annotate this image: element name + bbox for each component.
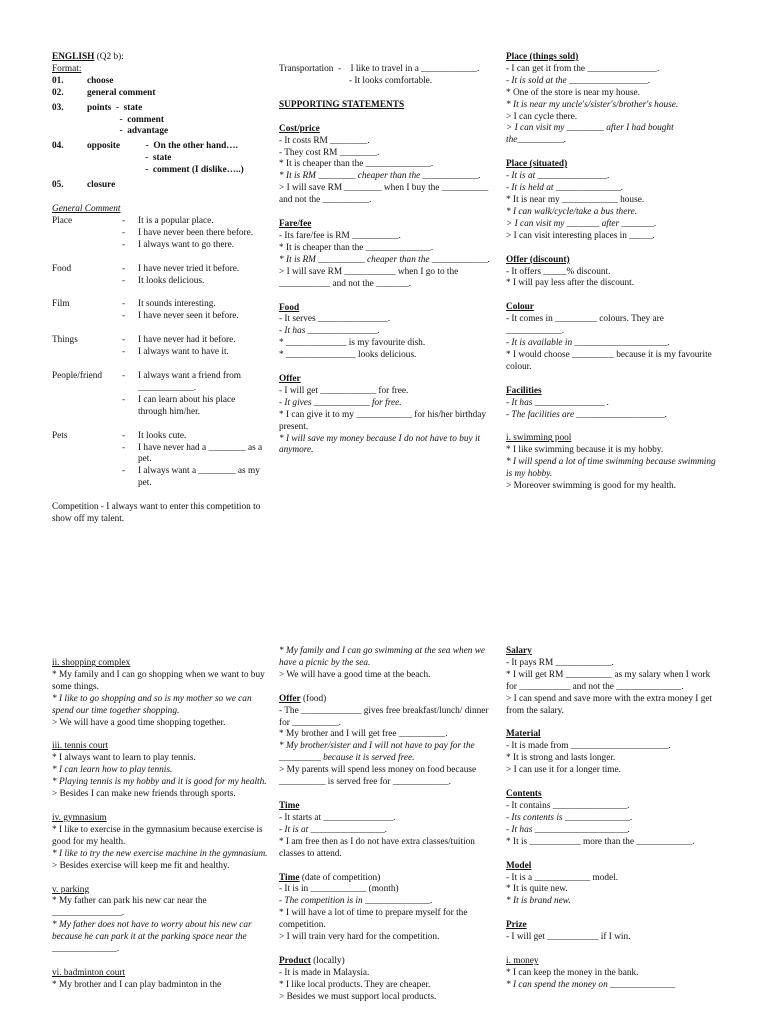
- text-line: * It is RM __________ cheaper than the ____________.: [279, 254, 490, 265]
- place-situated-heading: Place (situated): [506, 159, 568, 170]
- dash: -: [122, 335, 126, 346]
- text-line: > I can use it for a longer time.: [506, 765, 621, 776]
- text-line: * I will save my money because I do not have to buy it anymore.: [279, 433, 481, 456]
- dash: -: [122, 371, 126, 382]
- comment-text: I always want a friend from ____________.: [138, 371, 242, 393]
- format-row: [52, 103, 266, 115]
- dash: -: [122, 227, 126, 238]
- text-line: - It contains ________________.: [506, 800, 630, 811]
- text-line: - Its contents is ______________.: [506, 812, 633, 823]
- format-text: - comment (I dislike…..): [87, 165, 244, 176]
- food-heading: Food: [279, 302, 300, 313]
- competition-comment: Competition - I always want to enter this competition to show off my talent.: [52, 502, 261, 525]
- text-line: - The facilities are ___________________.: [506, 409, 668, 420]
- dash: -: [122, 275, 126, 286]
- text-line: * It is RM ________ cheaper than the ____________.: [279, 171, 481, 182]
- format-number: 02.: [52, 87, 64, 98]
- dash: -: [122, 394, 126, 405]
- comment-text: I can learn about his place through him/her.: [138, 394, 236, 417]
- text-line: * I like to try the new exercise machine in the gymnasium.: [52, 848, 268, 859]
- format-row: [52, 88, 266, 100]
- salary-list: [506, 658, 722, 718]
- format-text: general comment: [87, 87, 156, 98]
- time-competition-heading-line: [279, 873, 495, 885]
- text-line: > Besides we must support local products.: [279, 991, 437, 1002]
- transport-line-2: - It looks comfortable.: [349, 75, 433, 86]
- format-list: [52, 76, 266, 192]
- comment-text: I have never been there before.: [138, 227, 254, 238]
- comment-text: I have never had a ________ as a pet.: [138, 442, 263, 465]
- fare-list: [279, 231, 495, 291]
- format-number: 05.: [52, 180, 64, 191]
- product-heading: Product: [279, 955, 311, 966]
- text-line: * It is ___________ more than the ____________.: [506, 836, 695, 847]
- time-list: [279, 813, 495, 861]
- text-line: - They cost RM ________.: [279, 147, 380, 158]
- comment-label: Food: [52, 263, 72, 274]
- comment-row: [52, 228, 266, 240]
- text-line: * It is near my ____________ house.: [506, 194, 645, 205]
- money-list: [506, 968, 722, 992]
- comment-label: [52, 240, 122, 252]
- dash: -: [122, 347, 126, 358]
- text-line: * My father can park his new car near the _______________.: [52, 896, 207, 919]
- format-number: [52, 115, 87, 127]
- comment-row: [52, 335, 266, 347]
- format-row: [52, 180, 266, 192]
- text-line: > I can visit my ________ after I had bought the__________.: [506, 123, 674, 146]
- text-line: - It gives ____________ for free.: [279, 397, 402, 408]
- text-line: * I can keep the money in the bank.: [506, 967, 639, 978]
- text-line: * It is quite new.: [506, 884, 568, 895]
- salary-heading: Salary: [506, 646, 532, 656]
- facility-label: v. parking: [52, 884, 90, 895]
- dash: -: [122, 430, 126, 441]
- facility-items: [52, 658, 268, 992]
- money-label: i. money: [506, 956, 539, 967]
- dash: -: [122, 466, 126, 477]
- offer-food-heading: Offer: [279, 693, 301, 704]
- text-line: - The competition is in ______________.: [279, 896, 433, 907]
- cost-list: [279, 136, 495, 207]
- comment-label: [52, 395, 122, 419]
- offer-food-list: [279, 706, 495, 789]
- comment-text: I always want to have it.: [138, 347, 229, 358]
- contents-heading: Contents: [506, 789, 542, 800]
- text-line: - It is sold at the _________________.: [506, 75, 651, 86]
- text-line: - It serves _______________.: [279, 314, 391, 325]
- text-line: * I like to go shopping and so is my mother so we can spend our time together shopping.: [52, 693, 252, 716]
- comment-label: [52, 466, 122, 490]
- format-row: [52, 76, 266, 88]
- comment-row: [52, 216, 266, 228]
- place-sold-heading: Place (things sold): [506, 52, 579, 62]
- text-line: - It has _______________ .: [506, 397, 610, 408]
- format-text: - comment: [87, 114, 164, 125]
- format-number: 04.: [52, 141, 64, 152]
- text-line: * I will get RM __________ as my salary when I work for ___________ and not the ______________.: [506, 669, 711, 692]
- text-line: - It is available in ____________________.: [506, 338, 670, 349]
- product-heading-line: [279, 956, 495, 968]
- dash: -: [122, 299, 126, 310]
- comment-row: [52, 371, 266, 395]
- text-line: * My brother/sister and I will not have to pay for the _________ because it is served free.: [279, 741, 475, 764]
- column-2: [279, 64, 495, 457]
- comment-text: I always want a ________ as my pet.: [138, 466, 260, 489]
- comment-label: People/friend: [52, 371, 103, 382]
- text-line: * It is cheaper than the ______________.: [279, 242, 434, 253]
- format-number: 03.: [52, 102, 64, 113]
- text-line: * I can walk/cycle/take a bus there.: [506, 206, 638, 217]
- cost-heading: Cost/price: [279, 123, 320, 134]
- text-line: > I can cycle there.: [506, 111, 578, 122]
- time-competition-heading: Time: [279, 872, 300, 883]
- model-heading: Model: [506, 860, 532, 871]
- comment-text: It sounds interesting.: [138, 299, 216, 310]
- facility-label: vi. badminton court: [52, 967, 126, 978]
- text-line: - It has ____________________.: [506, 824, 630, 835]
- text-line: * I can give it to my ____________ for his/her birthday present.: [279, 409, 487, 432]
- text-line: * I always want to learn to play tennis.: [52, 753, 196, 764]
- text-line: - It is a ____________ model.: [506, 872, 619, 883]
- dash: -: [122, 239, 126, 250]
- comment-label: Place: [52, 215, 73, 226]
- comment-row: [52, 240, 266, 252]
- text-line: - It comes in _________ colours. They are ____________.: [506, 314, 664, 337]
- comment-row: [52, 395, 266, 419]
- format-number: [52, 126, 87, 138]
- prize-heading: Prize: [506, 920, 527, 931]
- comment-text: It is a popular place.: [138, 215, 214, 226]
- product-suffix: (locally): [310, 955, 345, 966]
- text-line: * It is cheaper than the ______________.: [279, 159, 434, 170]
- text-line: > I will save RM ___________ when I go to the ___________ and not the _______.: [279, 266, 459, 289]
- comment-row: [52, 311, 266, 323]
- text-line: * I will have a lot of time to prepare myself for the competition.: [279, 908, 468, 931]
- comment-label: Things: [52, 335, 78, 346]
- beach-list: [279, 646, 495, 682]
- format-label: Format:: [52, 63, 82, 74]
- doc-title-line: [52, 52, 266, 64]
- text-line: * Playing tennis is my hobby and it is good for my health.: [52, 777, 267, 788]
- text-line: * My brother and I will get free __________.: [279, 729, 448, 740]
- text-line: - It is at ________________.: [279, 824, 388, 835]
- format-row: [52, 126, 266, 138]
- text-line: * I like to exercise in the gymnasium because exercise is good for my health.: [52, 824, 263, 847]
- facility-label: iv. gymnasium: [52, 812, 107, 823]
- text-line: > Besides I can make new friends through sports.: [52, 789, 236, 800]
- text-line: - It pays RM ____________.: [506, 657, 614, 668]
- comment-label: Pets: [52, 430, 68, 441]
- product-list: [279, 968, 495, 1004]
- dash: -: [122, 311, 126, 322]
- place-situated-list: [506, 171, 722, 242]
- comment-label: Film: [52, 299, 70, 310]
- comment-label: [52, 228, 122, 240]
- offer-food-suffix: (food): [300, 693, 327, 704]
- text-line: * I like swimming because it is my hobby.: [506, 445, 664, 456]
- column-3: [506, 52, 722, 493]
- text-line: - It is in ____________ (month): [279, 884, 399, 895]
- text-line: * It is strong and lasts longer.: [506, 753, 616, 764]
- format-row: [52, 165, 266, 177]
- text-line: > I can spend and save more with the extra money I get from the salary.: [506, 693, 713, 716]
- format-text: closure: [87, 180, 116, 191]
- text-line: - I can get it from the _______________.: [506, 63, 660, 74]
- comment-label: [52, 347, 122, 359]
- dash: -: [122, 263, 126, 274]
- facilities-list: [506, 398, 722, 422]
- text-line: > Moreover swimming is good for my health.: [506, 481, 676, 492]
- format-text: choose: [87, 75, 114, 86]
- time-heading: Time: [279, 800, 300, 811]
- colour-heading: Colour: [506, 302, 534, 313]
- text-line: - It starts at _______________.: [279, 812, 396, 823]
- format-text: points - state: [87, 102, 143, 113]
- text-line: - It is made in Malaysia.: [279, 967, 370, 978]
- time-competition-list: [279, 884, 495, 944]
- offer-food-heading-line: [279, 694, 495, 706]
- column-5: [279, 646, 495, 1004]
- general-comment-heading: General Comment: [52, 203, 121, 214]
- comment-text: I always want to go there.: [138, 239, 235, 250]
- text-line: * I can learn how to play tennis.: [52, 765, 173, 776]
- offer-discount-list: [506, 267, 722, 291]
- comment-text: I have never tried it before.: [138, 263, 240, 274]
- text-line: * I can spend the money on ______________: [506, 979, 676, 990]
- comment-row: [52, 466, 266, 490]
- facility-label: iii. tennis court: [52, 741, 109, 752]
- text-line: * My father does not have to worry about his new car because he can park it at the parking space near the ______________.: [52, 920, 252, 955]
- text-line: * I will spend a lot of time swimming because swimming is my hobby.: [506, 457, 716, 480]
- time-competition-suffix: (date of competition): [299, 872, 381, 883]
- comment-row: [52, 443, 266, 467]
- transport-line-1: Transportation - I like to travel in a ____________.: [279, 64, 480, 74]
- format-text: opposite - On the other hand….: [87, 141, 238, 152]
- text-line: > We will have a good time shopping together.: [52, 717, 226, 728]
- dash: -: [122, 442, 126, 453]
- doc-title-suffix: (Q2 b):: [94, 52, 124, 62]
- contents-list: [506, 801, 722, 849]
- comment-label: [52, 311, 122, 323]
- column-4: [52, 658, 268, 992]
- text-line: - It has _______________.: [279, 326, 380, 337]
- comment-row: [52, 264, 266, 276]
- format-number: 01.: [52, 75, 64, 86]
- comment-label: [52, 276, 122, 288]
- text-line: * I like local products. They are cheaper.: [279, 979, 431, 990]
- offer-list: [279, 386, 495, 457]
- text-line: - It offers _____% discount.: [506, 266, 611, 277]
- prize-list: [506, 932, 722, 944]
- text-line: - It is at _______________.: [506, 171, 610, 182]
- text-line: * _____________ is my favourite dish.: [279, 338, 426, 349]
- general-comment-list: [52, 216, 266, 502]
- text-line: - It costs RM ________.: [279, 135, 370, 146]
- text-line: > We will have a good time at the beach.: [279, 669, 431, 680]
- colour-list: [506, 314, 722, 374]
- text-line: > Besides exercise will keep me fit and healthy.: [52, 860, 230, 871]
- format-row: [52, 115, 266, 127]
- dash: -: [122, 215, 126, 226]
- column-6: [506, 646, 722, 992]
- comment-row: [52, 276, 266, 288]
- comment-text: It looks cute.: [138, 430, 187, 441]
- text-line: - I will get ___________ if I win.: [506, 932, 631, 943]
- text-line: * I will pay less after the discount.: [506, 278, 635, 289]
- offer-heading: Offer: [279, 374, 301, 385]
- text-line: > I can visit interesting places in _____.: [506, 230, 655, 241]
- text-line: - It is made from _____________________.: [506, 741, 671, 752]
- supporting-heading: SUPPORTING STATEMENTS: [279, 99, 405, 110]
- comment-row: [52, 299, 266, 311]
- column-1: [52, 52, 266, 526]
- doc-title: ENGLISH: [52, 52, 95, 62]
- format-number: [52, 165, 87, 177]
- material-heading: Material: [506, 729, 541, 740]
- text-line: > I will train very hard for the competition.: [279, 932, 440, 943]
- text-line: * My brother and I can play badminton in the: [52, 979, 222, 990]
- text-line: * I would choose _________ because it is my favourite colour.: [506, 349, 712, 372]
- facility-label: ii. shopping complex: [52, 658, 131, 668]
- format-row: [52, 141, 266, 153]
- text-line: > My parents will spend less money on food because __________ is served free for ____________.: [279, 765, 477, 788]
- format-row: [52, 153, 266, 165]
- format-text: - state: [87, 153, 172, 164]
- text-line: - Its fare/fee is RM __________.: [279, 230, 401, 241]
- text-line: - I will get ____________ for free.: [279, 385, 409, 396]
- model-list: [506, 873, 722, 909]
- comment-row: [52, 431, 266, 443]
- text-line: - The _____________ gives free breakfast/lunch/ dinner for __________.: [279, 705, 489, 728]
- food-list: [279, 314, 495, 362]
- text-line: * One of the store is near my house.: [506, 87, 640, 98]
- format-number: [52, 153, 87, 165]
- material-list: [506, 741, 722, 777]
- text-line: * _______________ looks delicious.: [279, 350, 417, 361]
- text-line: > I can visit my _______ after _______.: [506, 218, 657, 229]
- text-line: * I am free then as I do not have extra classes/tuition classes to attend.: [279, 836, 475, 859]
- text-line: > I will save RM ________ when I buy the __________ and not the __________.: [279, 183, 489, 206]
- comment-text: I have never seen it before.: [138, 311, 239, 322]
- text-line: * It is near my uncle's/sister's/brother's house.: [506, 99, 679, 110]
- comment-row: [52, 347, 266, 359]
- swimming-pool-label: i. swimming pool: [506, 433, 572, 444]
- offer-discount-heading: Offer (discount): [506, 254, 570, 265]
- comment-text: I have never had it before.: [138, 335, 236, 346]
- place-sold-list: [506, 64, 722, 147]
- text-line: - It is held at ______________.: [506, 183, 624, 194]
- text-line: * It is brand new.: [506, 896, 571, 907]
- swimming-pool-list: [506, 445, 722, 493]
- comment-label: [52, 443, 122, 467]
- comment-text: It looks delicious.: [138, 275, 205, 286]
- text-line: * My family and I can go shopping when we want to buy some things.: [52, 669, 265, 692]
- format-text: - advantage: [87, 126, 169, 137]
- text-line: * My family and I can go swimming at the sea when we have a picnic by the sea.: [279, 646, 486, 668]
- facilities-heading: Facilities: [506, 385, 542, 396]
- fare-heading: Fare/fee: [279, 219, 312, 230]
